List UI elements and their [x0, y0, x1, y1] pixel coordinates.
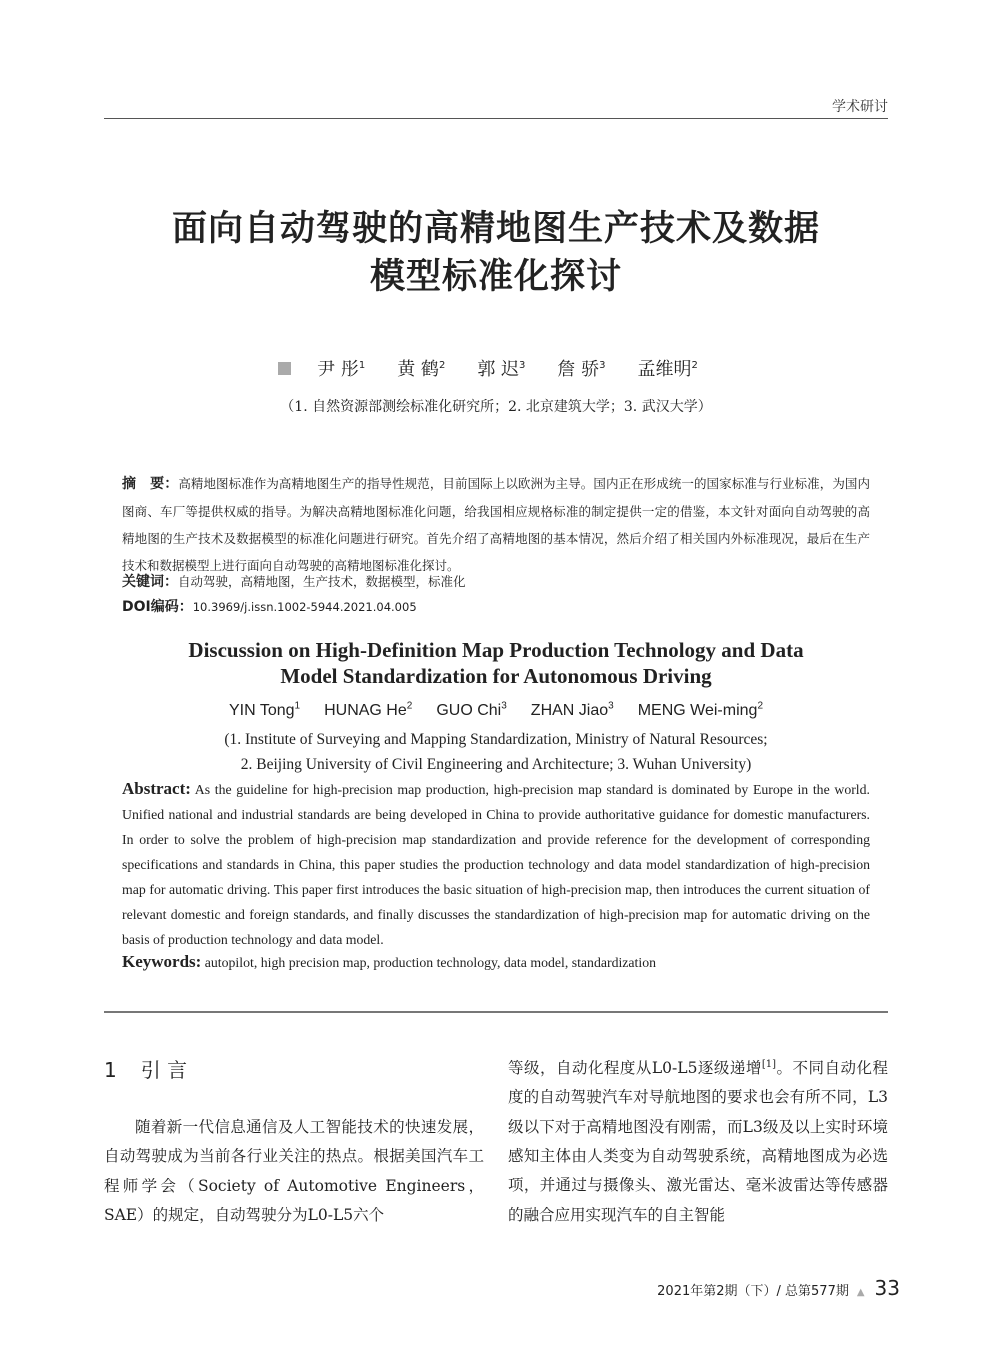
section-label: 学术研讨	[832, 99, 888, 115]
keywords-cn: 关键词：自动驾驶，高精地图，生产技术，数据模型，标准化	[122, 574, 466, 590]
separator-icon: ▲	[856, 1287, 865, 1298]
author: 孟维明$^2$	[637, 359, 698, 380]
authors-en	[0, 701, 992, 720]
page-number: 33	[874, 1276, 900, 1300]
title-line-1: 面向自动驾驶的高精地图生产技术及数据	[171, 209, 820, 249]
affiliation-cn: （1. 自然资源部测绘标准化研究所；2. 北京建筑大学；3. 武汉大学）	[280, 399, 712, 415]
paper-title-en: Discussion on High-Definition Map Production Technology and Data Model Standardization for Autonomous Driving	[188, 638, 804, 688]
doi: DOI编码：10.3969/j.issn.1002-5944.2021.04.005	[122, 599, 417, 615]
author: 詹 骄$^3$	[557, 359, 606, 380]
author: ZHAN Jiao$^3$	[530, 701, 614, 720]
page-footer: 2021年第2期（下）/ 总第577期 ▲ 33	[657, 1276, 900, 1300]
section-divider	[104, 1011, 888, 1013]
abstract-label: 摘 要：	[122, 476, 179, 492]
author: GUO Chi$^3$	[436, 701, 507, 720]
author: MENG Wei-ming$^2$	[637, 701, 763, 720]
author: 尹 彤$^1$	[317, 359, 366, 380]
section-heading: 1 引 言	[104, 1058, 188, 1082]
author: HUNAG He$^2$	[324, 701, 413, 720]
square-bullet-icon	[278, 362, 291, 375]
abstract-cn	[122, 470, 870, 579]
author: 黄 鹤$^2$	[397, 359, 446, 380]
keywords-en: Keywords: autopilot, high precision map, production technology, data model, standardization	[122, 952, 657, 971]
authors-cn	[0, 355, 992, 381]
author: 郭 迟$^3$	[477, 359, 526, 380]
citation: [1]	[761, 1059, 777, 1070]
abstract-en: Abstract: As the guideline for high-precision map production, high-precision map standard is dominated by Europe in the world. Unified national and industrial standards are being developed in China to provide authoritative guidance for domestic manufacturers. In order to solve the problem of high-precision map standardization and provide reference for the development of corresponding specifications and standards in China, this paper studies the production technology and data model standardization of high-precision map for automatic driving. This paper first introduces the basic situation of high-precision map, then introduces the current situation of relevant domestic and foreign standards, and finally discusses the standardization of high-precision map for automatic driving on the basis of production technology and data model.	[122, 779, 870, 947]
affiliation-en: (1. Institute of Surveying and Mapping Standardization, Ministry of Natural Resources; 2. Beijing University of Civil Engineering and Architecture; 3. Wuhan University)	[224, 731, 768, 773]
author: YIN Tong$^1$	[228, 701, 301, 720]
abstract-text: 高精地图标准作为高精地图生产的指导性规范，目前国际上以欧洲为主导。国内正在形成统一的国家标准与行业标准，为国内图商、车厂等提供权威的指导。为解决高精地图标准化问题，给我国相应规格标准的制定提供一定的借鉴，本文针对面向自动驾驶的高精地图的生产技术及数据模型的标准化问题进行研究。首先介绍了高精地图的基本情况，然后介绍了相关国内外标准现况，最后在生产技术和数据模型上进行面向自动驾驶的高精地图标准化探讨。	[122, 476, 870, 573]
paper-title-cn	[0, 205, 992, 301]
body-column-left: 随着新一代信息通信及人工智能技术的快速发展，自动驾驶成为当前各行业关注的热点。根据美国汽车工程师学会（Society of Automotive Engineers，SAE）的规定，自动驾驶分为L0-L5六个	[104, 1118, 484, 1224]
top-rule	[104, 118, 888, 119]
title-line-2: 模型标准化探讨	[369, 257, 622, 297]
body-column-right: 等级，自动化程度从L0-L5逐级递增[1]。不同自动化程度的自动驾驶汽车对导航地图的要求也会有所不同，L3级以下对于高精地图没有刚需，而L3级及以上实时环境感知主体由人类变为自动驾驶系统，高精地图成为必选项，并通过与摄像头、激光雷达、毫米波雷达等传感器的融合应用实现汽车的自主智能	[508, 1059, 888, 1224]
